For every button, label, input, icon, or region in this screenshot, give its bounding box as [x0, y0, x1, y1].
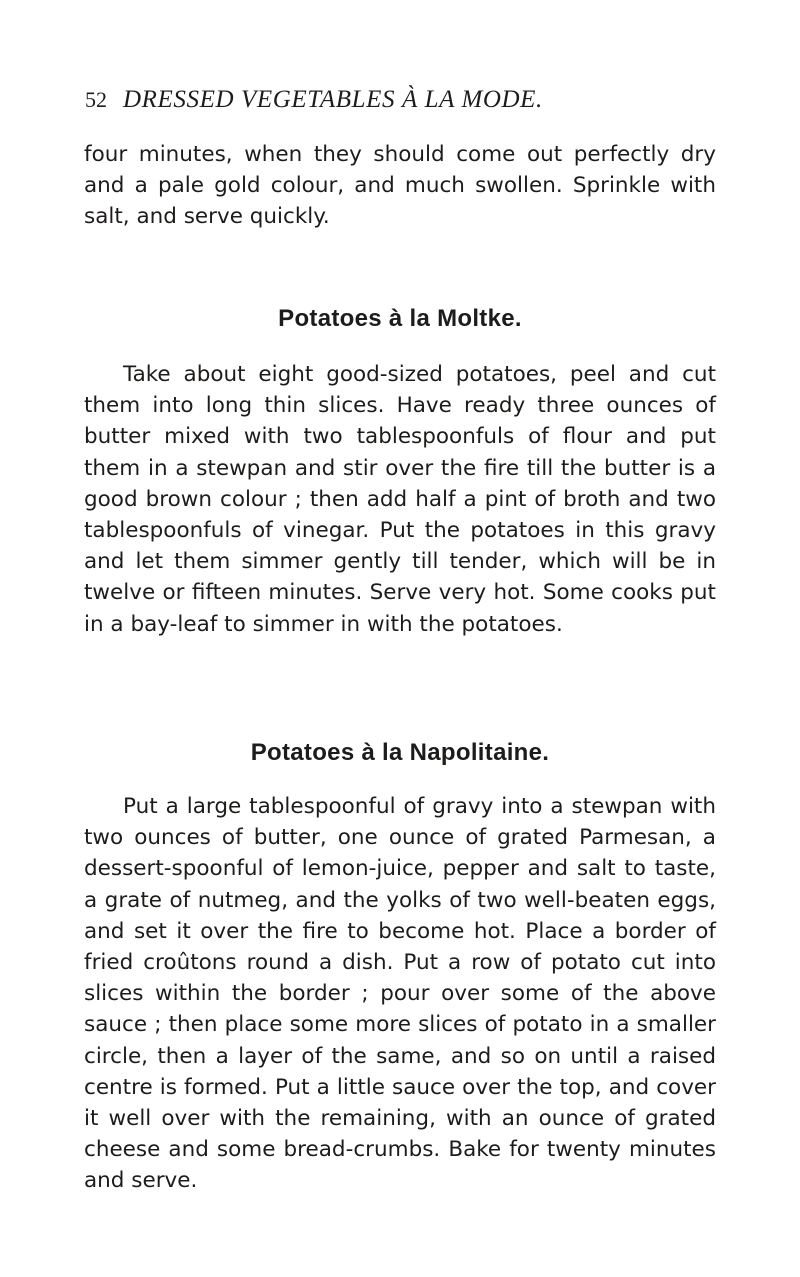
- page-number: 52: [85, 87, 107, 112]
- heading-potatoes-napolitaine: Potatoes à la Napolitaine.: [250, 739, 550, 766]
- running-title: DRESSED VEGETABLES À LA MODE.: [123, 86, 543, 113]
- paragraph-potatoes-napolitaine: Put a large tablespoonful of gravy into a stewpan with two ounces of butter, one ounce of grated Parmesan, a dessert-spoonful of lemon-juice, pepper and salt to taste, a grate of nutmeg, and the yolks of two well-beaten eggs, and set it over the fire to become hot. Place a border of fried croûtons round a dish. Put a row of potato cut into slices within the border ; pour over some of the above sauce ; then place some more slices of potato in a smaller circle, then a layer of the same, and so on until a raised centre is formed. Put a little sauce over the top, and cover it well over with the remaining, with an ounce of grated cheese and some bread-crumbs. Bake for twenty minutes and serve.: [84, 794, 716, 1194]
- running-head: [85, 86, 725, 122]
- paragraph-continued: four minutes, when they should come out perfectly dry and a pale gold colour, and much swollen. Sprinkle with salt, and serve quickly.: [84, 142, 716, 230]
- heading-potatoes-moltke: Potatoes à la Moltke.: [278, 305, 522, 332]
- paragraph-potatoes-moltke: Take about eight good-sized potatoes, peel and cut them into long thin slices. Have ready three ounces of butter mixed with two tablespoonfuls of flour and put them in a stewpan and stir over the fire till the butter is a good brown colour ; then add half a pint of broth and two tablespoonfuls of vinegar. Put the potatoes in this gravy and let them simmer gently till tender, which will be in twelve or fifteen minutes. Serve very hot. Some cooks put in a bay-leaf to simmer in with the potatoes.: [84, 362, 716, 637]
